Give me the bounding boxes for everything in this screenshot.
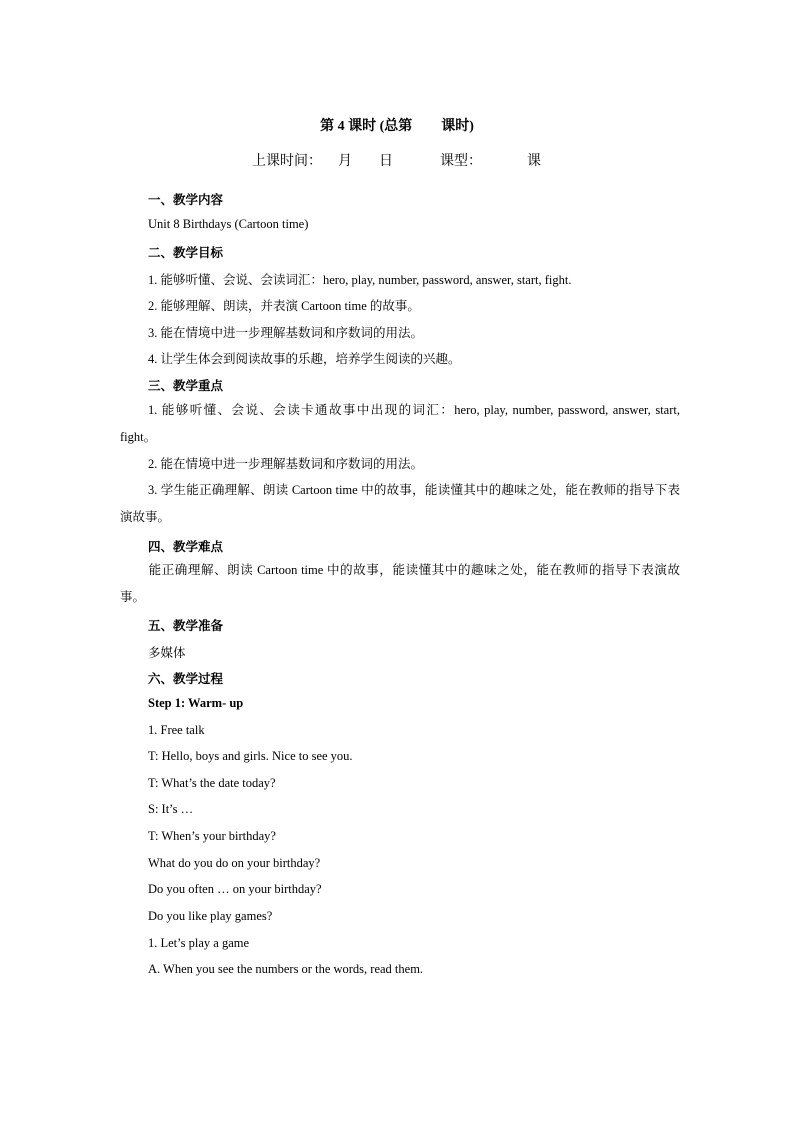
goal-item: 2. 能够理解、朗读，并表演 Cartoon time 的故事。	[148, 299, 420, 313]
process-line: Do you like play games?	[148, 909, 273, 923]
lesson-number: 4	[337, 119, 345, 134]
key-point-item	[120, 451, 680, 478]
goal-item: 3. 能在情境中进一步理解基数词和序数词的用法。	[148, 326, 424, 340]
type-label: 课型：	[440, 154, 482, 169]
month-label: 月	[338, 154, 352, 169]
process-line: A. When you see the numbers or the words, read them.	[148, 962, 424, 976]
title-total: 课时 (总第	[348, 119, 413, 134]
process-line: S: It’s …	[148, 802, 194, 816]
section-heading-content: 一、教学内容	[148, 193, 224, 207]
step-heading: Step 1: Warm- up	[148, 696, 244, 710]
section-body-content: Unit 8 Birthdays (Cartoon time)	[148, 217, 309, 231]
section-heading-difficulties: 四、教学难点	[148, 540, 224, 554]
process-line: 1. Free talk	[148, 723, 205, 737]
goal-item: 4. 让学生体会到阅读故事的乐趣，培养学生阅读的兴趣。	[148, 352, 461, 366]
key-point-text: 3. 学生能正确理解、朗读 Cartoon time 中的故事，能读懂其中的趣味之处，能在教师的指导下表演故事。	[120, 483, 680, 524]
difficulty-text: 能正确理解、朗读 Cartoon time 中的故事，能读懂其中的趣味之处，能在教师的指导下表演故事。	[120, 563, 680, 604]
lesson-title	[0, 115, 794, 135]
process-line: T: What’s the date today?	[148, 776, 276, 790]
key-point-item	[120, 397, 680, 451]
process-line: T: When’s your birthday?	[148, 829, 276, 843]
process-line: Do you often … on your birthday?	[148, 882, 322, 896]
key-point-text: 1. 能够听懂、会说、会读卡通故事中出现的词汇：hero, play, number, password, answer, start, fight。	[120, 403, 680, 444]
type-suffix: 课	[527, 154, 541, 169]
process-line: T: Hello, boys and girls. Nice to see you.	[148, 749, 353, 763]
time-label: 上课时间：	[252, 154, 322, 169]
goal-item: 1. 能够听懂、会说、会读词汇：hero, play, number, password, answer, start, fight.	[148, 273, 572, 287]
process-line: 1. Let’s play a game	[148, 936, 250, 950]
section-heading-goals: 二、教学目标	[148, 246, 224, 260]
title-prefix: 第	[320, 119, 335, 134]
section-heading-process: 六、教学过程	[148, 672, 224, 686]
preparation-body: 多媒体	[148, 646, 186, 660]
difficulty-body	[120, 557, 680, 611]
key-point-text: 2. 能在情境中进一步理解基数词和序数词的用法。	[148, 457, 424, 471]
section-heading-preparation: 五、教学准备	[148, 619, 224, 633]
process-line: What do you do on your birthday?	[148, 856, 321, 870]
title-suffix: 课时)	[441, 119, 474, 134]
section-heading-key-points: 三、教学重点	[148, 379, 224, 393]
key-point-item	[120, 477, 680, 531]
day-label: 日	[379, 154, 393, 169]
